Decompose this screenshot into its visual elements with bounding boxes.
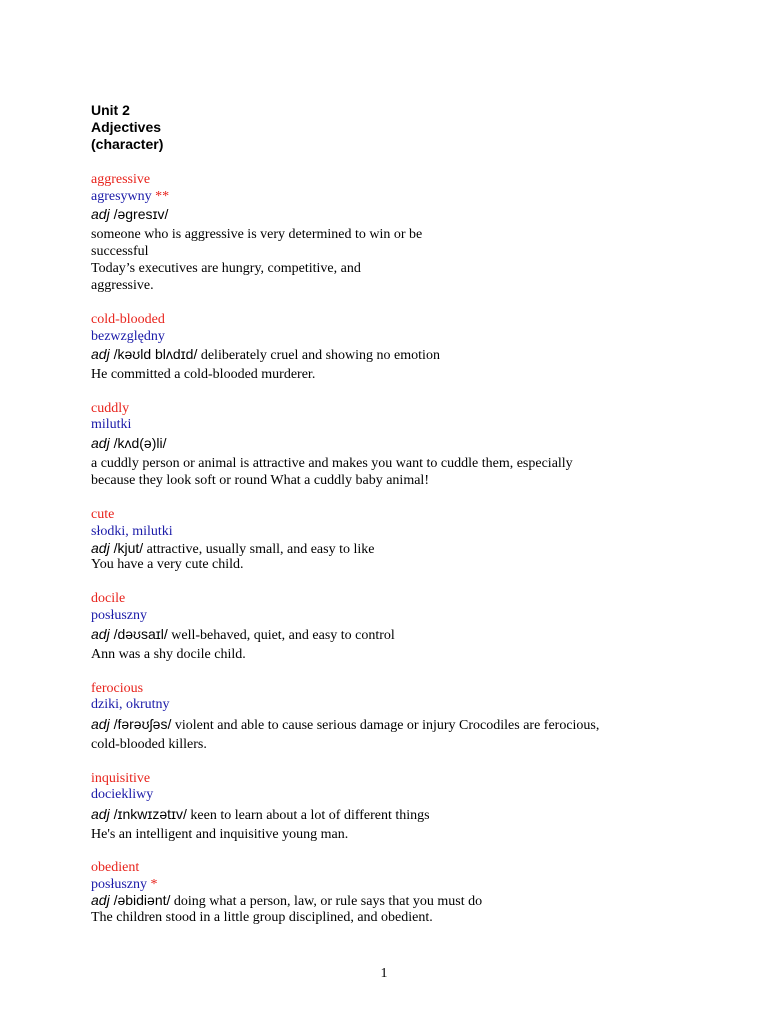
entry-pronunciation-definition [91, 346, 440, 364]
entry-pronunciation [91, 206, 168, 223]
entry-translation [91, 876, 158, 893]
definition-text: violent and able to cause serious damage or injury Crocodiles are ferocious, [174, 718, 600, 733]
entry-pronunciation [91, 435, 166, 452]
entry-word: inquisitive [91, 771, 151, 786]
translation-text: agresywny [91, 189, 152, 204]
entry-example: Today’s executives are hungry, competitive, and [91, 261, 361, 276]
entry-definition: because they look soft or round What a cuddly baby animal! [91, 473, 429, 488]
entry-definition: someone who is aggressive is very determined to win or be [91, 227, 423, 242]
definition-text: doing what a person, law, or rule says that you must do [173, 894, 483, 909]
section-subtitle: (character) [91, 136, 164, 152]
entry-example: You have a very cute child. [91, 557, 244, 572]
entry-word: cute [91, 507, 115, 522]
entry-pronunciation-definition [91, 716, 599, 734]
entry-definition: successful [91, 244, 149, 259]
entry-word: cuddly [91, 401, 130, 416]
entry-example: cold-blooded killers. [91, 737, 207, 752]
ipa: /dəʊsaɪl/ [113, 626, 168, 642]
entry-word: cold-blooded [91, 312, 165, 327]
frequency-stars: * [150, 877, 158, 892]
part-of-speech: adj [91, 806, 110, 822]
part-of-speech: adj [91, 626, 110, 642]
entry-word: aggressive [91, 172, 151, 187]
entry-translation: słodki, milutki [91, 524, 173, 539]
ipa: /kəʊld blʌdɪd/ [113, 346, 198, 362]
definition-text: well-behaved, quiet, and easy to control [171, 628, 395, 643]
ipa: /əbidiənt/ [113, 892, 171, 908]
translation-text: posłuszny [91, 877, 147, 892]
entry-translation: bezwzględny [91, 329, 165, 344]
entry-word: docile [91, 591, 126, 606]
entry-definition: a cuddly person or animal is attractive and makes you want to cuddle them, especially [91, 456, 573, 471]
frequency-stars: ** [155, 189, 170, 204]
ipa: /fərəʊʃəs/ [113, 716, 172, 732]
entry-translation: dociekliwy [91, 787, 154, 802]
definition-text: deliberately cruel and showing no emotion [200, 348, 440, 363]
entry-translation: dziki, okrutny [91, 697, 170, 712]
entry-pronunciation-definition [91, 626, 395, 644]
entry-translation [91, 188, 169, 205]
ipa: /kjut/ [113, 540, 144, 556]
entry-example: He committed a cold-blooded murderer. [91, 367, 316, 382]
entry-pronunciation-definition [91, 806, 430, 824]
entry-example: He's an intelligent and inquisitive young man. [91, 827, 349, 842]
ipa: /kʌd(ə)li/ [113, 435, 167, 451]
part-of-speech: adj [91, 206, 110, 222]
entry-pronunciation-definition [91, 892, 482, 910]
part-of-speech: adj [91, 435, 110, 451]
ipa: /əɡresɪv/ [113, 206, 169, 222]
part-of-speech: adj [91, 540, 110, 556]
ipa: /ɪnkwɪzətɪv/ [113, 806, 187, 822]
entry-word: ferocious [91, 681, 144, 696]
unit-title: Unit 2 [91, 102, 130, 118]
unit-header [91, 102, 163, 153]
page-number: 1 [380, 966, 388, 981]
entry-example: Ann was a shy docile child. [91, 647, 246, 662]
part-of-speech: adj [91, 892, 110, 908]
definition-text: attractive, usually small, and easy to like [146, 542, 375, 557]
entry-translation: posłuszny [91, 608, 147, 623]
definition-text: keen to learn about a lot of different things [190, 808, 430, 823]
section-title: Adjectives [91, 119, 162, 135]
part-of-speech: adj [91, 346, 110, 362]
entry-translation: milutki [91, 417, 132, 432]
entry-word: obedient [91, 860, 140, 875]
part-of-speech: adj [91, 716, 110, 732]
entry-example: aggressive. [91, 278, 154, 293]
entry-example: The children stood in a little group disciplined, and obedient. [91, 910, 433, 925]
